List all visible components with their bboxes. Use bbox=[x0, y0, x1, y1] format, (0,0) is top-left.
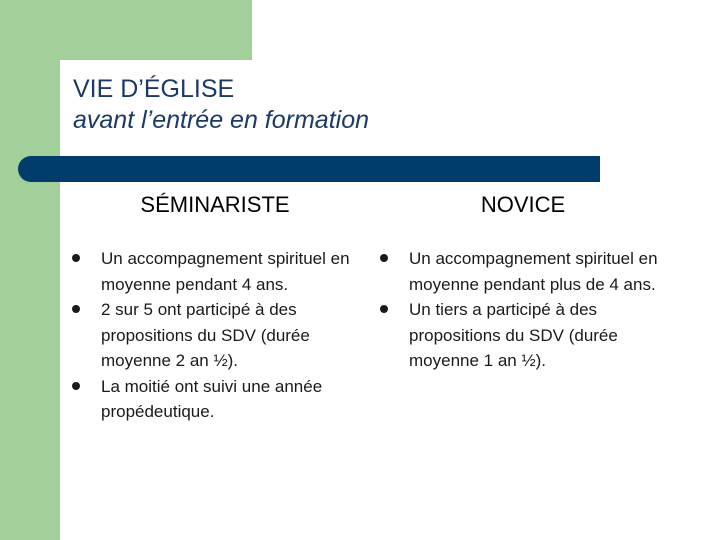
bullet-icon bbox=[380, 254, 388, 262]
list-item-text: La moitié ont suivi une année propédeutique. bbox=[101, 376, 323, 421]
slide-title-line-2: avant l’entrée en formation bbox=[73, 106, 370, 134]
list-item-text: Un tiers a participé à des propositions du SDV (durée moyenne 1 an ½). bbox=[409, 300, 618, 370]
bullet-icon bbox=[72, 382, 80, 390]
novice-bullet-list bbox=[380, 246, 680, 374]
slide-title-line-1: VIE D’ÉGLISE bbox=[73, 75, 235, 103]
list-item bbox=[72, 374, 352, 425]
column-heading-seminariste: SÉMINARISTE bbox=[140, 192, 290, 217]
list-item bbox=[380, 246, 680, 297]
bullet-icon bbox=[72, 254, 80, 262]
bullet-icon bbox=[380, 305, 388, 313]
slide-title bbox=[73, 74, 369, 136]
column-heading-novice: NOVICE bbox=[480, 192, 566, 217]
list-item bbox=[380, 297, 680, 374]
list-item bbox=[72, 246, 352, 297]
decorative-green-top-block bbox=[60, 0, 252, 60]
decorative-green-sidebar bbox=[0, 0, 60, 540]
seminariste-bullet-list bbox=[72, 246, 352, 425]
list-item bbox=[72, 297, 352, 374]
bullet-icon bbox=[72, 305, 80, 313]
list-item-text: 2 sur 5 ont participé à des propositions du SDV (durée moyenne 2 an ½). bbox=[101, 300, 310, 370]
list-item-text: Un accompagnement spirituel en moyenne pendant plus de 4 ans. bbox=[409, 249, 658, 294]
list-item-text: Un accompagnement spirituel en moyenne pendant 4 ans. bbox=[101, 249, 350, 294]
title-divider-bar bbox=[18, 156, 600, 182]
